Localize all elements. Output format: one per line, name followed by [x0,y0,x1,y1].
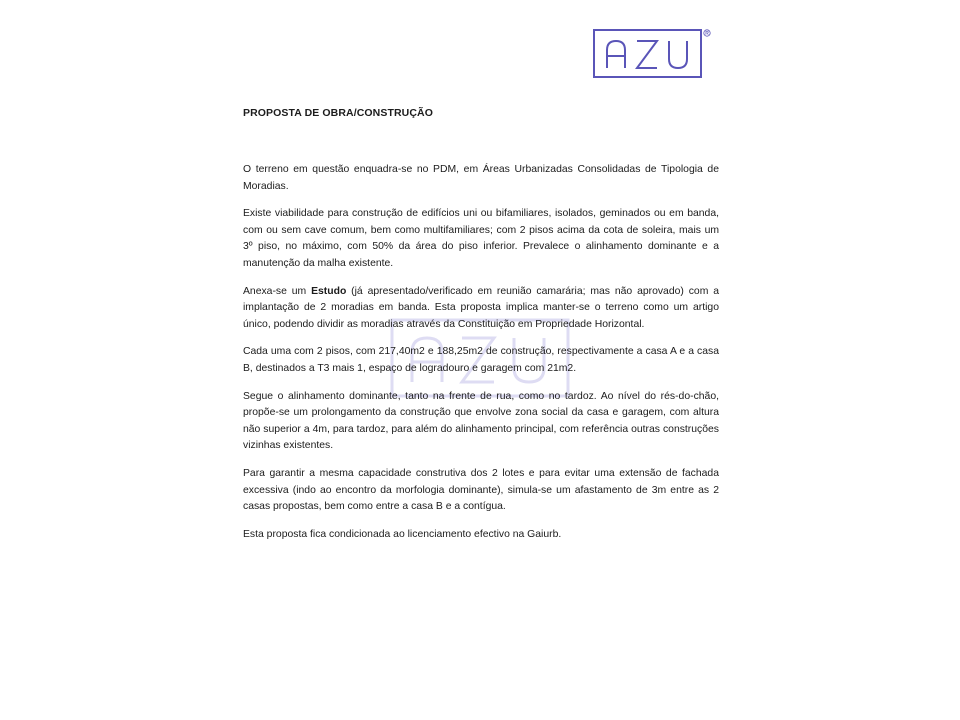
document-body [243,105,719,554]
paragraph-5: Segue o alinhamento dominante, tanto na frente de rua, como no tardoz. Ao nível do rés-do-chão, propõe-se um prolongamento da construção que envolve zona social da casa e garagem, com altura não superior a 4m, para tardoz, para além do alinhamento principal, com referência outras construções vizinhas existentes. [243,390,719,452]
azu-logo-mark [593,28,713,80]
document-title: PROPOSTA DE OBRA/CONSTRUÇÃO [243,107,433,119]
azu-logo [593,28,703,78]
paragraph-3-after: (já apresentado/verificado em reunião camarária; mas não aprovado) com a implantação de 2 moradias em banda. Esta proposta implica manter-se o terreno como um artigo único, podendo dividir as moradias através da Constituição em Propriedade Horizontal. [243,285,720,330]
paragraph-1: O terreno em questão enquadra-se no PDM, em Áreas Urbanizadas Consolidadas de Tipologia de Moradias. [243,164,719,192]
paragraph-3 [243,284,719,334]
paragraph-3-bold: Estudo [311,285,347,297]
paragraph-6: Para garantir a mesma capacidade construtiva dos 2 lotes e para evitar uma extensão de fachada excessiva (indo ao encontro da morfologia dominante), simula-se um afastamento de 3m entre as 2 casas propostas, bem como entre a casa B e a contígua. [243,467,719,513]
paragraph-2: Existe viabilidade para construção de edifícios uni ou bifamiliares, isolados, geminados ou em banda, com ou sem cave comum, bem como multifamiliares; com 2 pisos acima da cota de soleira, mais um 3º piso, no máximo, com 50% da área do piso inferior. Prevalece o alinhamento dominante e a manutenção da malha existente. [243,208,719,269]
registered-icon [704,30,710,36]
paragraph-4: Cada uma com 2 pisos, com 217,40m2 e 188,25m2 de construção, respectivamente a casa A e a casa B, destinados a T3 mais 1, espaço de logradouro e garagem com 21m2. [243,346,719,374]
paragraph-3-before: Anexa-se um [243,285,312,297]
paragraph-7: Esta proposta fica condicionada ao licenciamento efectivo na Gaiurb. [243,528,562,540]
